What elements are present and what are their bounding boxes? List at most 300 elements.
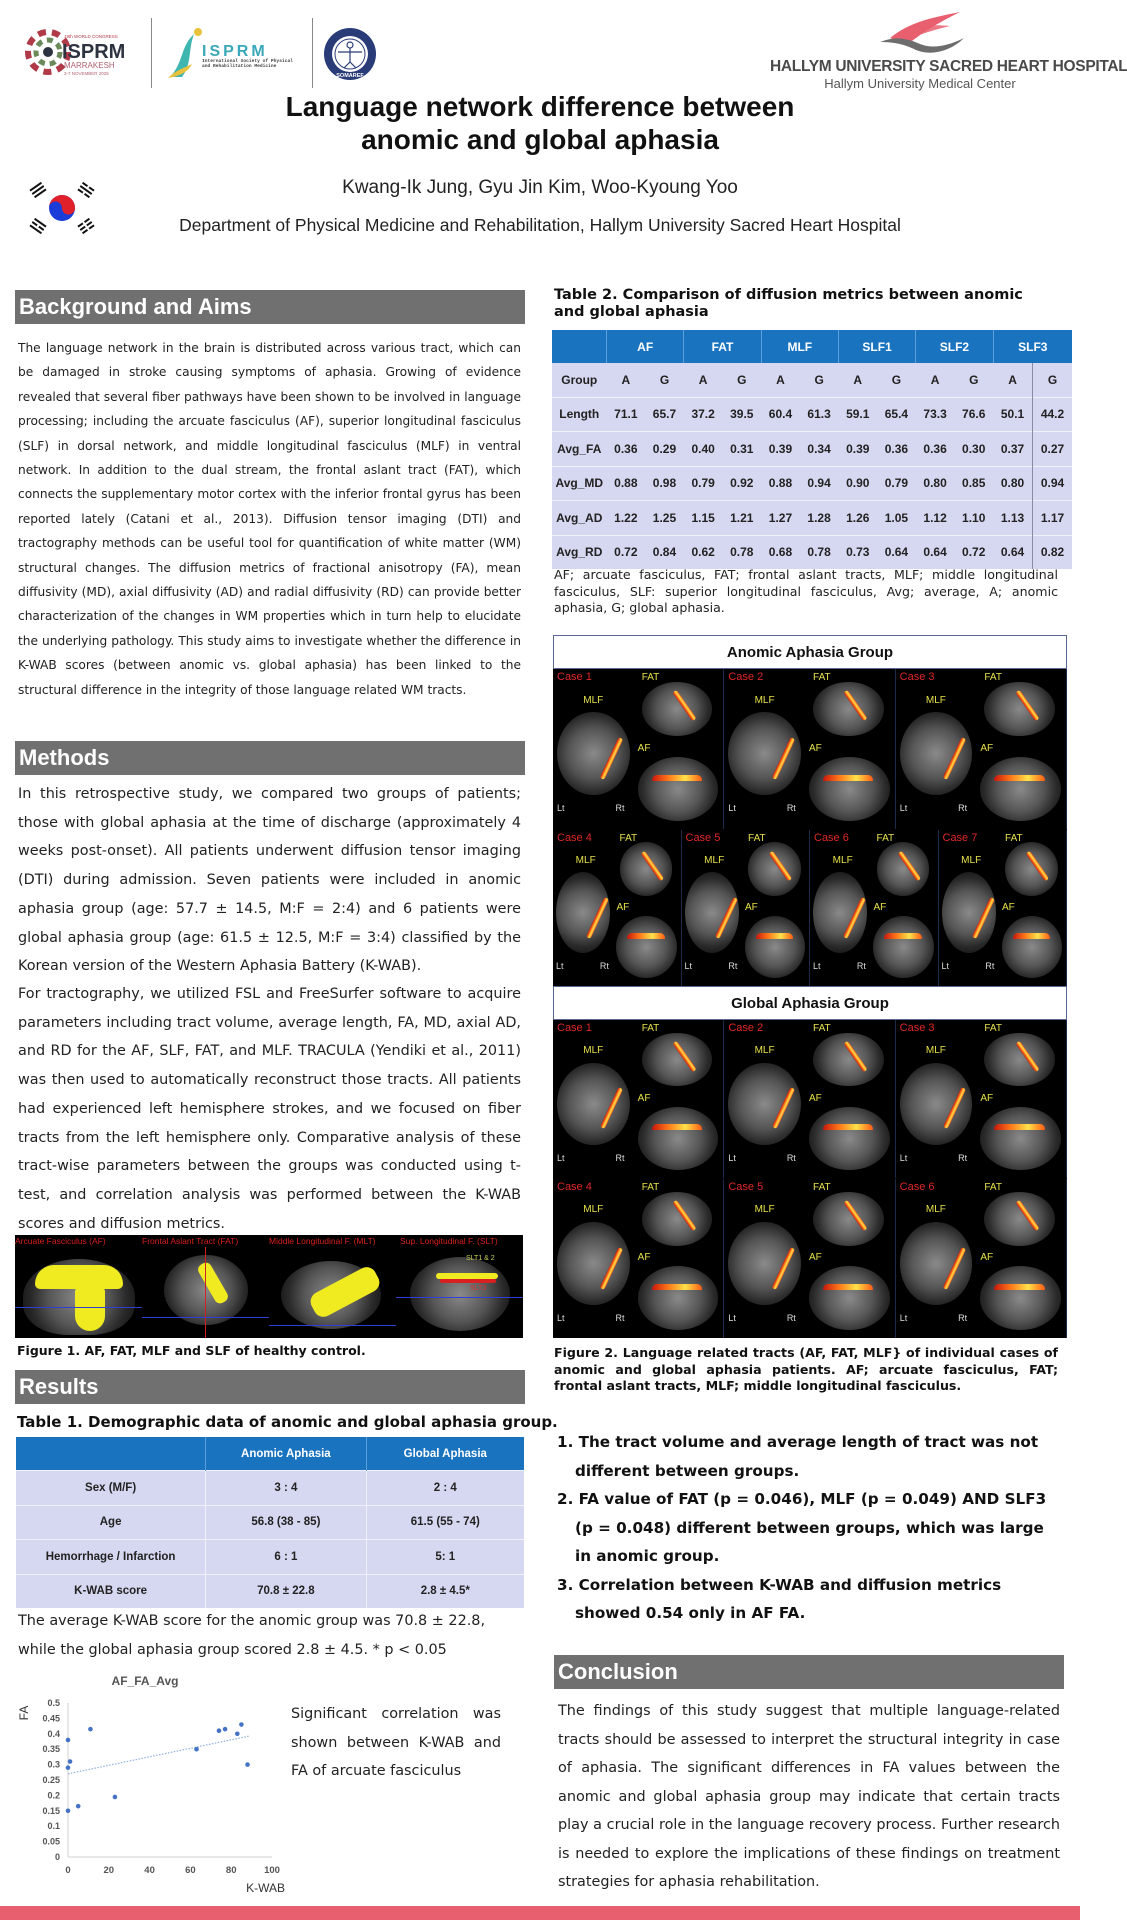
af-label: AF bbox=[637, 1252, 651, 1264]
case-panel bbox=[682, 830, 811, 986]
case-label: Case 2 bbox=[728, 671, 764, 683]
table-2-cell: 0.39 bbox=[761, 432, 800, 467]
table-2-subgroup-cell: A bbox=[607, 363, 646, 397]
table-2-cell: 0.62 bbox=[684, 535, 723, 569]
sagittal-brain-image bbox=[873, 916, 933, 978]
table-1-cell: Age bbox=[16, 1505, 206, 1540]
affiliation: Department of Physical Medicine and Rehabilitation, Hallym University Sacred Heart Hospital bbox=[179, 215, 901, 235]
data-point bbox=[194, 1747, 199, 1752]
rt-label: Rt bbox=[615, 1152, 625, 1163]
data-point bbox=[217, 1728, 222, 1733]
table-2-subgroup-cell: A bbox=[684, 363, 723, 397]
rt-label: Rt bbox=[599, 961, 609, 972]
af-label: AF bbox=[637, 1092, 651, 1104]
data-point bbox=[66, 1738, 71, 1743]
logo-divider bbox=[151, 18, 152, 88]
table-1-header-cell bbox=[16, 1437, 206, 1471]
axial-brain-image bbox=[557, 1222, 630, 1305]
table-2-cell: 65.7 bbox=[645, 397, 684, 432]
finding-item: 1. The tract volume and average length of tract was not different between groups. bbox=[557, 1433, 1039, 1480]
table-2-tract-header: SLF3 bbox=[993, 330, 1072, 363]
lt-label: Lt bbox=[813, 961, 821, 972]
table-2-tract-header-row bbox=[552, 330, 1072, 363]
table-2-cell: 0.94 bbox=[800, 466, 839, 501]
case-panel bbox=[896, 669, 1067, 829]
slt12-label: SLT1 & 2 bbox=[466, 1255, 495, 1262]
axial-brain-image bbox=[900, 712, 973, 795]
table-2-cell: 0.80 bbox=[993, 466, 1032, 501]
fat-label: FAT bbox=[984, 672, 1002, 684]
table-2-cell: 0.79 bbox=[877, 466, 916, 501]
af-label: AF bbox=[980, 742, 994, 754]
rt-label: Rt bbox=[615, 803, 625, 814]
table-2-cell: 1.28 bbox=[800, 501, 839, 536]
af-label: AF bbox=[808, 1092, 822, 1104]
table-2-cell: 0.29 bbox=[645, 432, 684, 467]
mlf-label: MLF bbox=[575, 854, 596, 866]
lt-label: Lt bbox=[557, 1312, 565, 1323]
trendline bbox=[68, 1736, 250, 1774]
table-2-cell: 0.72 bbox=[607, 535, 646, 569]
af-label: AF bbox=[744, 901, 758, 913]
coronal-brain-image bbox=[813, 682, 884, 736]
y-tick-label: 0 bbox=[54, 1852, 60, 1862]
table-2-cell: 39.5 bbox=[722, 397, 761, 432]
table-2-cell: 0.72 bbox=[954, 535, 993, 569]
table-2-cell: 1.25 bbox=[645, 501, 684, 536]
x-tick-label: 0 bbox=[65, 1865, 71, 1876]
case-label: Case 6 bbox=[814, 832, 849, 844]
rt-label: Rt bbox=[958, 1152, 968, 1163]
table-1 bbox=[16, 1437, 524, 1608]
case-panel bbox=[724, 1020, 895, 1178]
mlf-label: MLF bbox=[583, 1045, 604, 1057]
table-1-caption: Table 1. Demographic data of anomic and global aphasia group. bbox=[17, 1413, 558, 1431]
hospital-name: HALLYM UNIVERSITY SACRED HEART HOSPITAL bbox=[770, 58, 1127, 75]
y-tick-label: 0.35 bbox=[42, 1744, 60, 1755]
table-2-cell: 76.6 bbox=[954, 397, 993, 432]
authors: Kwang-Ik Jung, Gyu Jin Kim, Woo-Kyoung Yoo bbox=[342, 177, 738, 198]
table-2-cell: 0.88 bbox=[607, 466, 646, 501]
panel-label: Frontal Aslant Tract (FAT) bbox=[142, 1236, 239, 1246]
table-2-tract-header: AF bbox=[607, 330, 684, 363]
panel-label: Sup. Longitudinal F. (SLT) bbox=[400, 1236, 498, 1246]
lt-label: Lt bbox=[899, 803, 908, 814]
case-label: Case 7 bbox=[942, 832, 978, 844]
case-label: Case 6 bbox=[899, 1181, 935, 1193]
case-panel bbox=[810, 830, 939, 986]
fat-label: FAT bbox=[813, 672, 831, 684]
case-label: Case 1 bbox=[557, 671, 592, 683]
table-2-cell: 37.2 bbox=[684, 397, 723, 432]
case-panel bbox=[553, 1020, 724, 1178]
table-2-row bbox=[552, 397, 1072, 432]
af-label: AF bbox=[1001, 901, 1015, 913]
table-2-cell: 61.3 bbox=[800, 397, 839, 432]
coronal-brain-image bbox=[620, 842, 673, 895]
table-1-cell: Sex (M/F) bbox=[16, 1471, 206, 1506]
coronal-brain-image bbox=[813, 1192, 884, 1246]
af-label: AF bbox=[980, 1252, 994, 1264]
table-2-row bbox=[552, 501, 1072, 536]
table-2-row bbox=[552, 432, 1072, 467]
svg-text:19th WORLD CONGRESS: 19th WORLD CONGRESS bbox=[64, 34, 118, 39]
rt-label: Rt bbox=[728, 961, 738, 972]
table-2-cell: 1.17 bbox=[1032, 501, 1072, 536]
table-2-cell: 1.15 bbox=[684, 501, 723, 536]
poster-title bbox=[180, 90, 900, 156]
svg-text:MARRAKESH: MARRAKESH bbox=[64, 61, 115, 70]
section-header-background: Background and Aims bbox=[15, 290, 525, 324]
fat-label: FAT bbox=[641, 672, 660, 684]
table-2-cell: 0.64 bbox=[877, 535, 916, 569]
axial-brain-image bbox=[900, 1222, 973, 1305]
fat-label: FAT bbox=[641, 1023, 660, 1035]
data-point bbox=[223, 1727, 228, 1732]
table-2-cell: 0.36 bbox=[877, 432, 916, 467]
table-2-cell: 0.64 bbox=[916, 535, 955, 569]
table-2-cell: 0.94 bbox=[1032, 466, 1072, 501]
data-point bbox=[113, 1795, 118, 1800]
rt-label: Rt bbox=[958, 803, 968, 814]
coronal-brain-image bbox=[748, 842, 801, 895]
sagittal-brain-image bbox=[809, 757, 890, 821]
table-2-cell: 0.39 bbox=[838, 432, 877, 467]
table-1-cell: 3 : 4 bbox=[206, 1471, 366, 1506]
fat-label: FAT bbox=[876, 833, 895, 845]
hospital-subtitle: Hallym University Medical Center bbox=[824, 76, 1016, 91]
table-1-cell: 5: 1 bbox=[366, 1540, 524, 1575]
y-tick-label: 0.1 bbox=[47, 1821, 60, 1832]
x-axis-label: K-WAB bbox=[246, 1881, 285, 1895]
table-1-cell: 2.8 ± 4.5* bbox=[366, 1574, 524, 1608]
table-2-row-label: Length bbox=[552, 397, 607, 432]
lt-label: Lt bbox=[941, 961, 950, 972]
methods-paragraph-1: In this retrospective study, we compared two groups of patients; those with global aphasia at the time of discharge (approximately 4 weeks post-onset). All patients underwent diffusion tensor imaging (DTI) during admission. Seven patients were included in anomic aphasia group (age: 57.7 ± 14.5, M:F = 2:4) and 6 patients were global aphasia group (age: 61.5 ± 12.5, M:F = 3:4) classified by the Korean version of the Western Aphasia Battery (K-WAB). bbox=[18, 786, 521, 975]
table-2-subgroup-cell: G bbox=[1032, 363, 1072, 397]
table-2-cell: 0.84 bbox=[645, 535, 684, 569]
table-2-cell: 0.36 bbox=[916, 432, 955, 467]
case-label: Case 1 bbox=[557, 1022, 592, 1034]
table-2-cell: 1.27 bbox=[761, 501, 800, 536]
table-1-row bbox=[16, 1505, 524, 1540]
table-2-cell: 1.12 bbox=[916, 501, 955, 536]
mlf-label: MLF bbox=[925, 694, 946, 706]
lt-label: Lt bbox=[728, 1152, 736, 1163]
table-2-cell: 0.88 bbox=[761, 466, 800, 501]
panel-label: Arcuate Fasciculus (AF) bbox=[15, 1236, 106, 1246]
table-2-row bbox=[552, 535, 1072, 569]
y-tick-label: 0.4 bbox=[47, 1728, 60, 1739]
case-panel bbox=[724, 669, 895, 829]
slt3-label: SLT3 bbox=[470, 1285, 487, 1292]
coronal-brain-image bbox=[1005, 842, 1058, 895]
figure-1-panel-mlf bbox=[269, 1235, 396, 1338]
hospital-wave-icon bbox=[860, 8, 980, 54]
table-2-row-label: Avg_FA bbox=[552, 432, 607, 467]
y-tick-label: 0.05 bbox=[42, 1836, 60, 1847]
sagittal-brain-image bbox=[638, 1266, 719, 1330]
fat-label: FAT bbox=[748, 833, 766, 845]
somaref-logo bbox=[322, 26, 378, 82]
data-point bbox=[66, 1765, 71, 1770]
svg-text:ISPRM: ISPRM bbox=[202, 43, 268, 60]
finding-item: 3. Correlation between K-WAB and diffusion metrics showed 0.54 only in AF FA. bbox=[557, 1575, 1002, 1622]
fat-label: FAT bbox=[1005, 833, 1023, 845]
table-1-header-row bbox=[16, 1437, 524, 1471]
table-1-cell: 6 : 1 bbox=[206, 1540, 366, 1575]
figure-1-panel-af bbox=[15, 1235, 142, 1338]
table-1-cell: 70.8 ± 22.8 bbox=[206, 1574, 366, 1608]
y-tick-label: 0.3 bbox=[47, 1759, 60, 1770]
table-2-cell: 0.31 bbox=[722, 432, 761, 467]
rt-label: Rt bbox=[786, 1312, 796, 1323]
sagittal-brain-image bbox=[809, 1107, 890, 1170]
table-2-cell: 0.92 bbox=[722, 466, 761, 501]
korea-flag-icon bbox=[26, 180, 98, 236]
case-panel bbox=[896, 1179, 1067, 1338]
table-2-subgroup-cell: A bbox=[993, 363, 1032, 397]
data-point bbox=[88, 1727, 93, 1732]
rt-label: Rt bbox=[958, 1312, 968, 1323]
table-2-row-label: Avg_RD bbox=[552, 535, 607, 569]
data-point bbox=[235, 1732, 240, 1737]
x-tick-label: 40 bbox=[144, 1865, 155, 1876]
case-label: Case 3 bbox=[899, 671, 935, 683]
axial-brain-image bbox=[900, 1063, 973, 1145]
correlation-text: Significant correlation was shown between K-WAB and FA of arcuate fasciculus bbox=[291, 1706, 501, 1779]
x-tick-label: 60 bbox=[185, 1865, 196, 1876]
table-2-cell: 0.73 bbox=[838, 535, 877, 569]
table-2-cell: 0.40 bbox=[684, 432, 723, 467]
fat-label: FAT bbox=[641, 1182, 660, 1194]
af-label: AF bbox=[808, 742, 822, 754]
table-1-cell: 61.5 (55 - 74) bbox=[366, 1505, 524, 1540]
table-2-cell: 50.1 bbox=[993, 397, 1032, 432]
table-2-subgroup-cell: A bbox=[761, 363, 800, 397]
sagittal-brain-image bbox=[745, 916, 805, 978]
title-line-2: anomic and global aphasia bbox=[361, 124, 719, 155]
global-group-title: Global Aphasia Group bbox=[553, 986, 1067, 1020]
data-point bbox=[66, 1809, 71, 1814]
table-2-cell: 0.82 bbox=[1032, 535, 1072, 569]
footer-bar bbox=[0, 1906, 1080, 1920]
table-2-cell: 0.30 bbox=[954, 432, 993, 467]
global-group-images bbox=[553, 1020, 1067, 1338]
table-2-tract-header: FAT bbox=[684, 330, 761, 363]
x-tick-label: 100 bbox=[264, 1865, 280, 1876]
lt-label: Lt bbox=[557, 1152, 565, 1163]
figure-2-caption: Figure 2. Language related tracts (AF, FAT, MLF} of individual cases of anomic and global aphasia patients. AF; arcuate fasciculus, FAT; frontal aslant tracts, MLF; middle longitudinal fasciculus. bbox=[554, 1345, 1058, 1393]
table-2-cell: 0.27 bbox=[1032, 432, 1072, 467]
table-2-cell: 60.4 bbox=[761, 397, 800, 432]
y-tick-label: 0.2 bbox=[47, 1790, 60, 1801]
data-point bbox=[239, 1722, 244, 1727]
case-label: Case 5 bbox=[685, 832, 721, 844]
table-2-subgroup-cell: G bbox=[800, 363, 839, 397]
lt-label: Lt bbox=[684, 961, 693, 972]
table-2-row-label: Avg_MD bbox=[552, 466, 607, 501]
table-2-cell: 44.2 bbox=[1032, 397, 1072, 432]
y-axis-label: FA bbox=[17, 1705, 31, 1721]
table-2-caption: Table 2. Comparison of diffusion metrics between anomic and global aphasia bbox=[554, 287, 1023, 320]
mlf-label: MLF bbox=[754, 1204, 775, 1216]
table-2-cell: 71.1 bbox=[607, 397, 646, 432]
finding-item: 2. FA value of FAT (p = 0.046), MLF (p = 0.049) AND SLF3 (p = 0.048) different between groups, which was large in anomic group. bbox=[557, 1490, 1047, 1565]
kwab-summary-text: The average K-WAB score for the anomic group was 70.8 ± 22.8, while the global aphasia group scored 2.8 ± 4.5. * p < 0.05 bbox=[18, 1613, 486, 1658]
section-header-methods: Methods bbox=[15, 741, 525, 775]
mlf-label: MLF bbox=[925, 1045, 946, 1057]
y-tick-label: 0.15 bbox=[42, 1805, 60, 1816]
table-2-cell: 0.78 bbox=[800, 535, 839, 569]
figure-1-caption: Figure 1. AF, FAT, MLF and SLF of healthy control. bbox=[17, 1343, 366, 1358]
table-1-header-cell: Global Aphasia bbox=[366, 1437, 524, 1471]
mlf-label: MLF bbox=[832, 854, 853, 866]
table-2-subgroup-cell: G bbox=[645, 363, 684, 397]
table-2-cell: 0.68 bbox=[761, 535, 800, 569]
table-1-header-cell: Anomic Aphasia bbox=[206, 1437, 366, 1471]
table-2-cell: 0.78 bbox=[722, 535, 761, 569]
mlf-label: MLF bbox=[961, 854, 982, 866]
table-1-cell: 2 : 4 bbox=[366, 1471, 524, 1506]
table-2-group-row bbox=[552, 363, 1072, 397]
table-2-row-label: Group bbox=[552, 363, 607, 397]
table-1-cell: 56.8 (38 - 85) bbox=[206, 1505, 366, 1540]
table-2-cell: 59.1 bbox=[838, 397, 877, 432]
sagittal-brain-image bbox=[980, 757, 1061, 821]
anomic-group-title: Anomic Aphasia Group bbox=[553, 635, 1067, 669]
sagittal-brain-image bbox=[980, 1107, 1061, 1170]
af-fa-scatter-chart bbox=[10, 1665, 290, 1905]
data-point bbox=[245, 1762, 250, 1767]
axial-brain-image bbox=[728, 1222, 801, 1305]
table-2-subgroup-cell: A bbox=[838, 363, 877, 397]
table-2-subgroup-cell: G bbox=[722, 363, 761, 397]
logo-divider bbox=[312, 18, 313, 88]
table-1-cell: K-WAB score bbox=[16, 1574, 206, 1608]
table-2-cell: 0.34 bbox=[800, 432, 839, 467]
case-panel bbox=[553, 830, 682, 986]
table-2-subgroup-cell: G bbox=[954, 363, 993, 397]
table-2-cell: 0.79 bbox=[684, 466, 723, 501]
table-2-cell: 1.21 bbox=[722, 501, 761, 536]
rt-label: Rt bbox=[786, 1152, 796, 1163]
figure-1-panel-slf bbox=[396, 1235, 523, 1338]
figure-1 bbox=[15, 1235, 523, 1338]
findings-list bbox=[557, 1428, 1057, 1628]
table-2-row-label: Avg_AD bbox=[552, 501, 607, 536]
table-2-cell: 1.13 bbox=[993, 501, 1032, 536]
table-2-corner-cell bbox=[552, 330, 607, 363]
chart-title: AF_FA_Avg bbox=[111, 1674, 179, 1688]
coronal-brain-image bbox=[813, 1033, 884, 1087]
axial-brain-image bbox=[728, 1063, 801, 1145]
y-tick-label: 0.5 bbox=[47, 1698, 60, 1708]
mlf-label: MLF bbox=[704, 854, 725, 866]
table-2-subgroup-cell: G bbox=[877, 363, 916, 397]
case-panel bbox=[553, 1179, 724, 1338]
fat-label: FAT bbox=[984, 1023, 1002, 1035]
lt-label: Lt bbox=[557, 803, 565, 814]
table-2-cell: 0.36 bbox=[607, 432, 646, 467]
af-label: AF bbox=[808, 1252, 822, 1264]
table-2-cell: 0.80 bbox=[916, 466, 955, 501]
case-label: Case 4 bbox=[557, 1181, 592, 1193]
table-2-cell: 65.4 bbox=[877, 397, 916, 432]
table-2-row bbox=[552, 466, 1072, 501]
table-2-cell: 1.10 bbox=[954, 501, 993, 536]
case-panel bbox=[724, 1179, 895, 1338]
mlf-label: MLF bbox=[754, 1045, 775, 1057]
sagittal-brain-image bbox=[638, 1107, 719, 1170]
table-2-cell: 0.37 bbox=[993, 432, 1032, 467]
table-1-cell: Hemorrhage / Infarction bbox=[16, 1540, 206, 1575]
table-2-cell: 0.64 bbox=[993, 535, 1032, 569]
mlf-label: MLF bbox=[583, 694, 604, 706]
sagittal-brain-image bbox=[809, 1266, 890, 1330]
table-2-tract-header: MLF bbox=[761, 330, 838, 363]
mlf-label: MLF bbox=[754, 694, 775, 706]
table-2-cell: 0.90 bbox=[838, 466, 877, 501]
af-label: AF bbox=[637, 742, 651, 754]
x-tick-label: 80 bbox=[225, 1865, 237, 1876]
mlf-label: MLF bbox=[925, 1204, 946, 1216]
case-label: Case 3 bbox=[899, 1022, 935, 1034]
table-2-tract-header: SLF2 bbox=[916, 330, 993, 363]
fat-label: FAT bbox=[813, 1182, 831, 1194]
lt-label: Lt bbox=[899, 1312, 908, 1323]
figure-1-panel-fat bbox=[142, 1235, 269, 1338]
rt-label: Rt bbox=[615, 1312, 625, 1323]
case-label: Case 2 bbox=[728, 1022, 764, 1034]
sagittal-brain-image bbox=[616, 916, 676, 978]
table-2 bbox=[552, 330, 1072, 569]
table-2-tract-header: SLF1 bbox=[838, 330, 915, 363]
lt-label: Lt bbox=[728, 1312, 736, 1323]
axial-brain-image bbox=[728, 712, 801, 795]
data-point bbox=[68, 1759, 73, 1764]
af-label: AF bbox=[616, 901, 630, 913]
table-2-cell: 1.22 bbox=[607, 501, 646, 536]
table-1-row bbox=[16, 1540, 524, 1575]
y-tick-label: 0.25 bbox=[42, 1775, 60, 1785]
sagittal-brain-image bbox=[980, 1266, 1061, 1330]
isprm-society-logo: ISPRM International Society of Physical and Rehabilitation Medicine bbox=[162, 22, 302, 82]
coronal-brain-image bbox=[877, 842, 930, 895]
rt-label: Rt bbox=[856, 961, 866, 972]
table-2-cell: 1.05 bbox=[877, 501, 916, 536]
isprm-congress-logo bbox=[24, 16, 136, 88]
af-label: AF bbox=[873, 901, 887, 913]
lt-label: Lt bbox=[728, 803, 736, 814]
table-2-cell: 0.98 bbox=[645, 466, 684, 501]
axial-brain-image bbox=[557, 1063, 630, 1145]
case-panel bbox=[896, 1020, 1067, 1178]
lt-label: Lt bbox=[899, 1152, 908, 1163]
axial-brain-image bbox=[557, 712, 630, 795]
sagittal-brain-image bbox=[638, 757, 719, 821]
sagittal-brain-image bbox=[1002, 916, 1062, 978]
fat-label: FAT bbox=[813, 1023, 831, 1035]
svg-text:ISPRM: ISPRM bbox=[62, 41, 126, 63]
x-tick-label: 20 bbox=[103, 1865, 115, 1876]
background-text: The language network in the brain is distributed across various tract, which can be damaged in stroke causing symptoms of aphasia. Growing of evidence revealed that several fiber pathways have been shown to be involved in language processing; including the arcuate fasciculus (AF), superior longitudinal fasciculus (SLF) in dorsal network, and middle longitudinal fasciculus (MLF) in ventral network. In addition to the dual stream, the frontal aslant tract (FAT), which connects the supplementary motor cortex with the inferior frontal gyrus has been reported lately (Catani et al., 2013). Diffusion tensor imaging (DTI) and tractography methods can be useful tool for quantification of white matter (WM) structural changes. The diffusion metrics of fractional anisotropy (FA), mean diffusivity (MD), axial diffusivity (AD) and radial diffusivity (RD) can provide better characterization of the changes in WM properties which in turn help to elucidate the underlying pathology. This study aims to investigate whether the difference in K-WAB scores (between anomic vs. global aphasia) has been linked to the structural difference in the integrity of those language related WM tracts. bbox=[18, 341, 521, 697]
svg-text:SOMAREF: SOMAREF bbox=[336, 73, 364, 79]
case-panel bbox=[939, 830, 1068, 986]
section-header-conclusion: Conclusion bbox=[554, 1655, 1064, 1689]
af-label: AF bbox=[980, 1092, 994, 1104]
case-panel bbox=[553, 669, 724, 829]
